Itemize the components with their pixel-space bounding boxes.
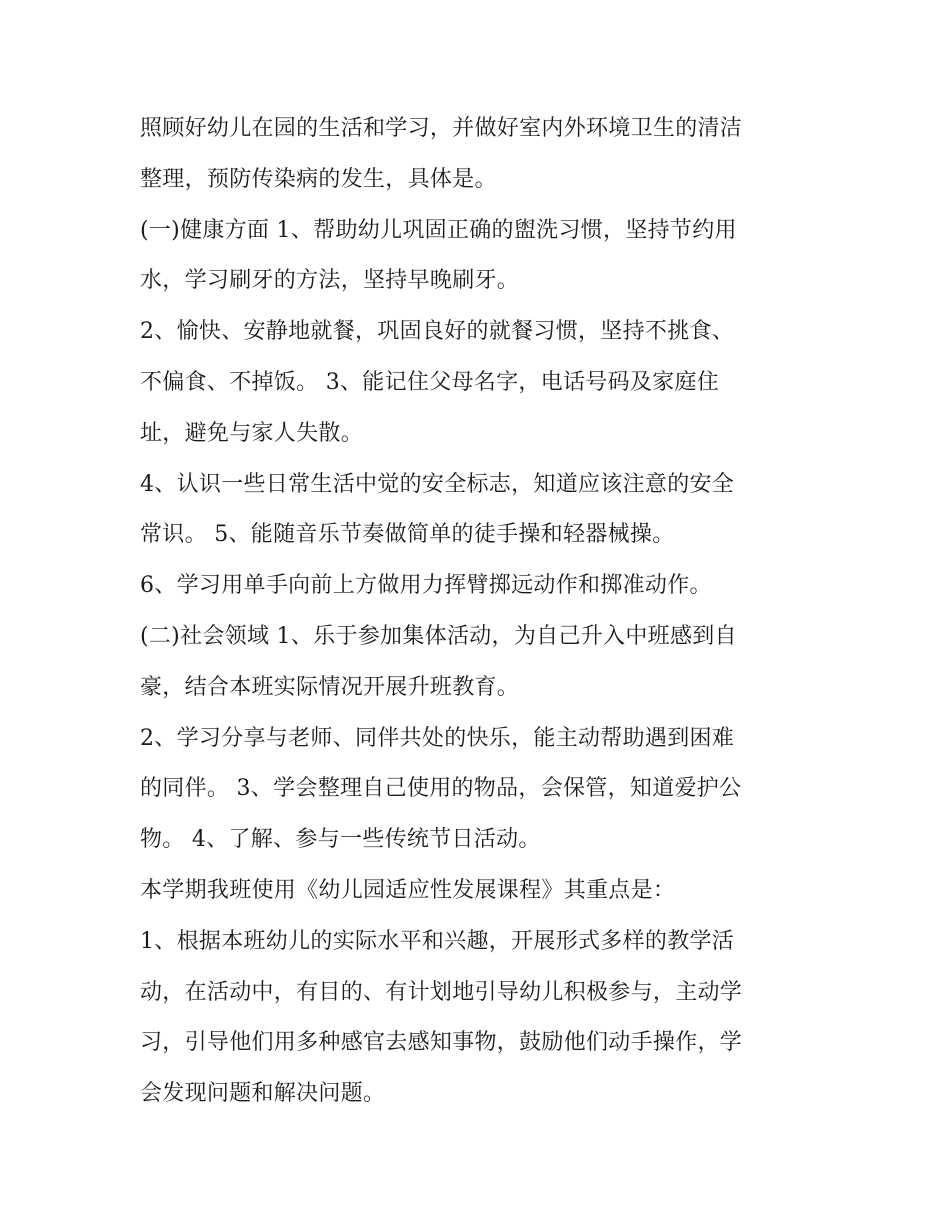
text-line: 常识。 5、能随音乐节奏做简单的徒手操和轻器械操。	[140, 522, 675, 548]
text-line: 会发现问题和解决问题。	[140, 1081, 386, 1107]
text-line: 不偏食、不掉饭。 3、能记住父母名字，电话号码及家庭住	[140, 369, 720, 395]
document-body	[140, 104, 820, 1120]
text-line: 整理，预防传染病的发生，具体是。	[140, 166, 497, 192]
text-line: (二)社会领域 1、乐于参加集体活动，为自己升入中班感到自	[140, 623, 737, 649]
text-line: 豪，结合本班实际情况开展升班教育。	[140, 674, 520, 700]
text-line: (一)健康方面 1、帮助幼儿巩固正确的盥洗习惯，坚持节约用	[140, 217, 737, 243]
text-line: 1、根据本班幼儿的实际水平和兴趣，开展形式多样的教学活	[140, 928, 735, 954]
text-line: 6、学习用单手向前上方做用力挥臂掷远动作和掷准动作。	[140, 573, 712, 599]
text-line: 习，引导他们用多种感官去感知事物，鼓励他们动手操作，学	[140, 1030, 743, 1056]
text-line: 4、认识一些日常生活中觉的安全标志，知道应该注意的安全	[140, 471, 735, 497]
text-line: 照顾好幼儿在园的生活和学习，并做好室内外环境卫生的清洁	[140, 116, 743, 141]
text-line: 的同伴。 3、学会整理自己使用的物品，会保管，知道爱护公	[140, 776, 742, 802]
text-line: 2、愉快、安静地就餐，巩固良好的就餐习惯，坚持不挑食、	[140, 319, 735, 345]
text-line: 址，避免与家人失散。	[140, 420, 364, 446]
text-line: 动，在活动中，有目的、有计划地引导幼儿积极参与，主动学	[140, 979, 743, 1005]
text-line: 本学期我班使用《幼儿园适应性发展课程》其重点是：	[140, 877, 676, 903]
text-line: 2、学习分享与老师、同伴共处的快乐，能主动帮助遇到困难	[140, 725, 735, 751]
text-line: 物。 4、了解、参与一些传统节日活动。	[140, 827, 541, 853]
text-line: 水，学习刷牙的方法，坚持早晚刷牙。	[140, 268, 520, 294]
